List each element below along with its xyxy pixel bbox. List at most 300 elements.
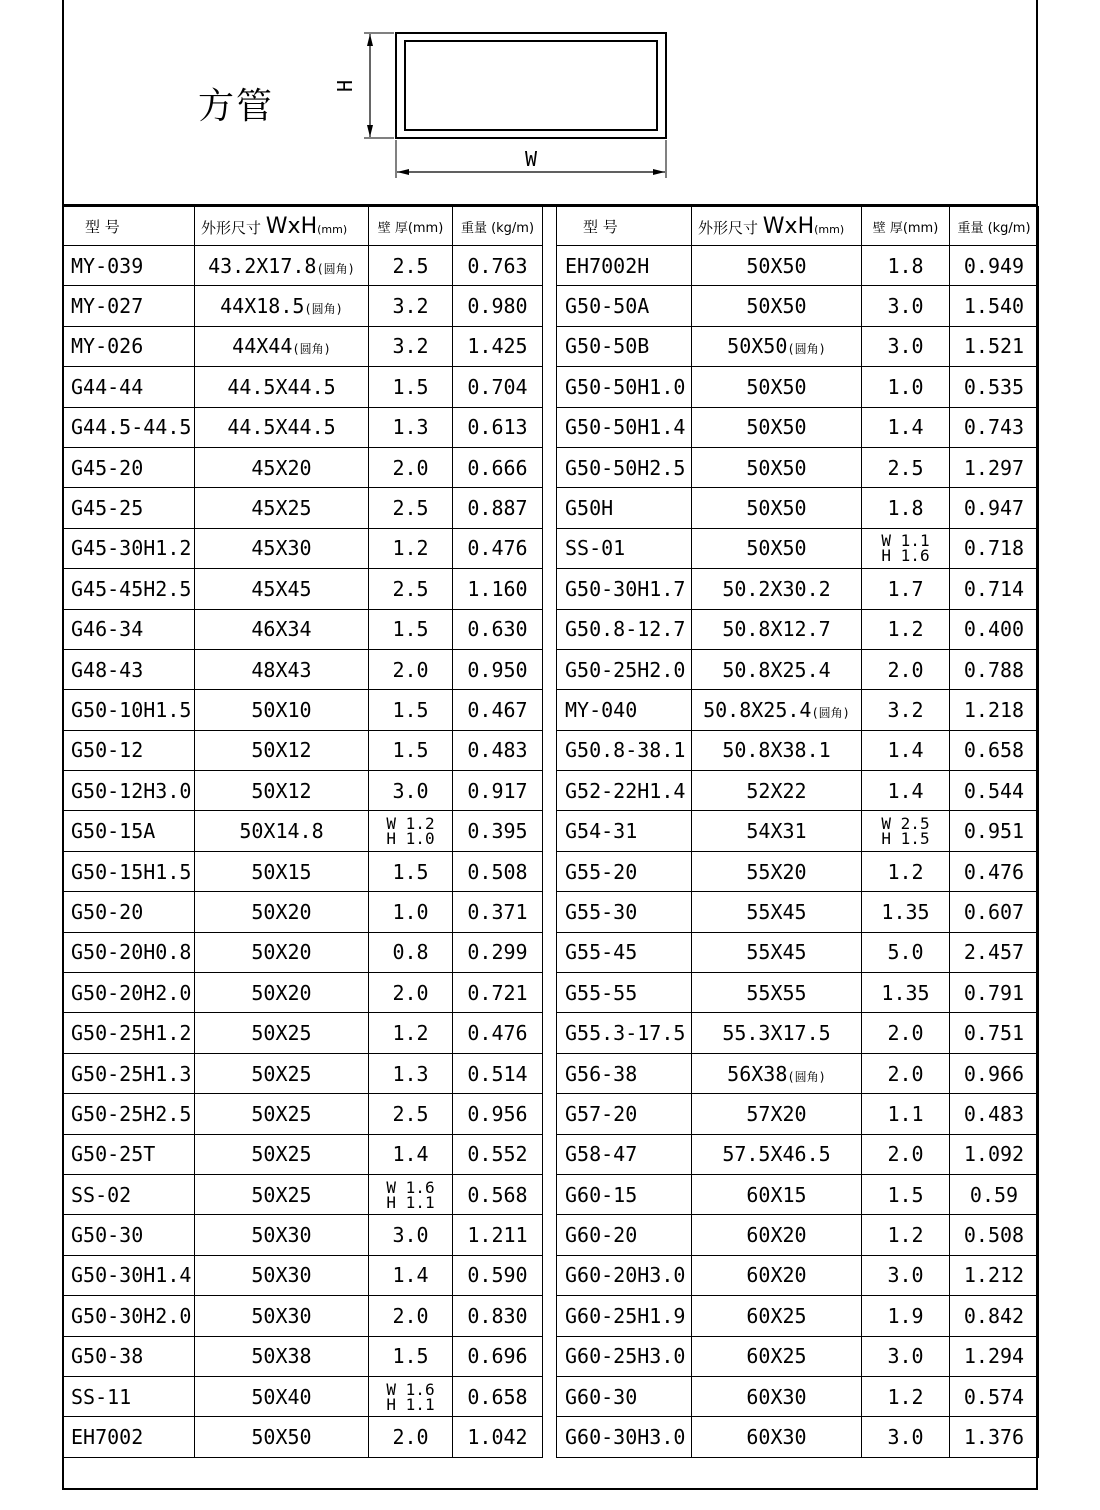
size-value: 60X15	[746, 1182, 807, 1207]
model-cell: SS-11	[63, 1376, 195, 1416]
model-cell: G50-30H2.0	[63, 1296, 195, 1336]
thickness-cell: 3.2	[369, 286, 453, 326]
table-row	[557, 569, 1039, 609]
table-row	[557, 730, 1039, 770]
table-row	[63, 1296, 543, 1336]
thickness-cell: 1.2	[862, 609, 950, 649]
size-cell	[195, 1094, 369, 1134]
size-value: 50X50	[746, 536, 807, 561]
thickness-cell: 2.0	[862, 1053, 950, 1093]
model-cell: G45-25	[63, 488, 195, 528]
size-cell	[692, 1215, 862, 1255]
size-cell	[692, 246, 862, 286]
table-row	[63, 892, 543, 932]
thickness-cell: 0.8	[369, 932, 453, 972]
thickness-cell: 1.5	[369, 851, 453, 891]
weight-cell: 0.951	[950, 811, 1039, 851]
header-model: 型 号	[557, 207, 692, 246]
round-corner-note: (圆角)	[787, 1069, 826, 1084]
model-cell: MY-040	[557, 690, 692, 730]
thickness-cell: 1.35	[862, 892, 950, 932]
size-cell	[692, 1174, 862, 1214]
wall-thickness-w: W 2.5	[881, 814, 930, 834]
model-cell: G50-50H1.0	[557, 367, 692, 407]
table-row	[63, 851, 543, 891]
weight-cell: 0.704	[453, 367, 543, 407]
model-cell: SS-01	[557, 528, 692, 568]
square-tube-diagram	[64, 0, 1040, 206]
size-cell	[195, 447, 369, 487]
thickness-cell: 2.0	[369, 447, 453, 487]
weight-cell: 0.607	[950, 892, 1039, 932]
wall-thickness-h: H 1.1	[386, 1394, 435, 1414]
thickness-cell: 2.5	[369, 1094, 453, 1134]
model-cell: G52-22H1.4	[557, 771, 692, 811]
size-cell	[692, 286, 862, 326]
thickness-cell: 3.0	[862, 286, 950, 326]
weight-cell: 0.751	[950, 1013, 1039, 1053]
size-value: 45X20	[251, 455, 312, 480]
weight-cell: 0.696	[453, 1336, 543, 1376]
model-cell: G60-15	[557, 1174, 692, 1214]
thickness-cell	[862, 811, 950, 851]
model-cell: G50.8-38.1	[557, 730, 692, 770]
size-value: 44X44	[232, 334, 293, 359]
size-value: 57X20	[746, 1101, 807, 1126]
round-corner-note: (圆角)	[787, 342, 826, 357]
thickness-cell: 2.5	[369, 246, 453, 286]
model-cell: G48-43	[63, 649, 195, 689]
weight-cell: 0.630	[453, 609, 543, 649]
thickness-cell: 1.5	[369, 1336, 453, 1376]
thickness-cell: 3.0	[862, 326, 950, 366]
size-cell	[692, 1013, 862, 1053]
size-value: 50X14.8	[239, 819, 324, 844]
weight-cell: 0.544	[950, 771, 1039, 811]
thickness-cell: 1.0	[369, 892, 453, 932]
header-size: 外形尺寸 WxH(mm)	[692, 207, 862, 246]
thickness-cell: 2.5	[862, 447, 950, 487]
table-gap	[542, 206, 556, 1490]
table-row	[557, 447, 1039, 487]
wall-thickness-h: H 1.6	[881, 546, 930, 566]
wall-thickness-pair	[881, 531, 930, 566]
size-cell	[195, 1296, 369, 1336]
size-value: 50X50	[746, 253, 807, 278]
size-value: 55.3X17.5	[722, 1021, 831, 1046]
size-value: 50X12	[251, 738, 312, 763]
table-row	[557, 286, 1039, 326]
weight-cell: 0.788	[950, 649, 1039, 689]
header-thickness: 壁 厚(mm)	[369, 207, 453, 246]
table-row	[63, 407, 543, 447]
size-cell	[195, 286, 369, 326]
weight-cell: 0.574	[950, 1376, 1039, 1416]
weight-cell: 0.476	[950, 851, 1039, 891]
size-value: 50.8X12.7	[722, 617, 831, 642]
size-cell	[195, 973, 369, 1013]
size-cell	[195, 932, 369, 972]
size-cell	[195, 246, 369, 286]
header-weight: 重量 (kg/m)	[453, 207, 543, 246]
size-value: 45X45	[251, 576, 312, 601]
weight-cell: 0.568	[453, 1174, 543, 1214]
w-label: W	[524, 147, 538, 171]
thickness-cell	[369, 811, 453, 851]
size-cell	[692, 771, 862, 811]
table-header-row	[557, 207, 1039, 246]
size-cell	[692, 528, 862, 568]
size-value: 50X20	[251, 940, 312, 965]
page-title: 方管	[198, 86, 275, 127]
model-cell: G50-10H1.5	[63, 690, 195, 730]
thickness-cell: 3.2	[369, 326, 453, 366]
weight-cell: 0.514	[453, 1053, 543, 1093]
size-cell	[195, 407, 369, 447]
wall-thickness-pair	[386, 1379, 435, 1414]
size-value: 50.2X30.2	[722, 576, 831, 601]
size-value: 46X34	[251, 617, 312, 642]
size-cell	[195, 1013, 369, 1053]
header-thickness: 壁 厚(mm)	[862, 207, 950, 246]
table-row	[63, 1215, 543, 1255]
table-row	[63, 1336, 543, 1376]
weight-cell: 0.763	[453, 246, 543, 286]
weight-cell: 0.467	[453, 690, 543, 730]
model-cell: G50-15H1.5	[63, 851, 195, 891]
size-cell	[692, 1376, 862, 1416]
size-cell	[692, 1336, 862, 1376]
weight-cell: 0.966	[950, 1053, 1039, 1093]
size-value: 52X22	[746, 778, 807, 803]
size-cell	[195, 1417, 369, 1457]
thickness-cell: 1.4	[862, 730, 950, 770]
table-row	[63, 730, 543, 770]
thickness-cell: 1.8	[862, 488, 950, 528]
thickness-cell: 1.8	[862, 246, 950, 286]
size-value: 50X20	[251, 980, 312, 1005]
weight-cell: 0.483	[453, 730, 543, 770]
thickness-cell: 1.3	[369, 407, 453, 447]
thickness-cell: 1.1	[862, 1094, 950, 1134]
thickness-cell: 1.7	[862, 569, 950, 609]
size-cell	[692, 811, 862, 851]
size-cell	[195, 1215, 369, 1255]
thickness-cell: 1.2	[862, 1376, 950, 1416]
table-row	[63, 1053, 543, 1093]
table-row	[557, 1174, 1039, 1214]
size-value: 50X10	[251, 697, 312, 722]
table-row	[557, 811, 1039, 851]
table-row	[557, 1053, 1039, 1093]
size-cell	[195, 851, 369, 891]
size-value: 44.5X44.5	[227, 374, 336, 399]
weight-cell: 0.400	[950, 609, 1039, 649]
model-cell: SS-02	[63, 1174, 195, 1214]
model-cell: G55-55	[557, 973, 692, 1013]
header-model: 型 号	[63, 207, 195, 246]
thickness-cell: 2.0	[862, 649, 950, 689]
wall-thickness-h: H 1.1	[386, 1192, 435, 1212]
model-cell: G50-30H1.4	[63, 1255, 195, 1295]
size-cell	[692, 973, 862, 1013]
size-value: 50X50	[251, 1425, 312, 1450]
weight-cell: 0.59	[950, 1174, 1039, 1214]
size-cell	[692, 892, 862, 932]
thickness-cell: 1.5	[369, 609, 453, 649]
weight-cell: 0.658	[950, 730, 1039, 770]
thickness-cell: 1.4	[862, 771, 950, 811]
model-cell: G60-25H3.0	[557, 1336, 692, 1376]
model-cell: G58-47	[557, 1134, 692, 1174]
model-cell: G60-25H1.9	[557, 1296, 692, 1336]
model-cell: G45-20	[63, 447, 195, 487]
size-value: 60X30	[746, 1384, 807, 1409]
size-value: 60X25	[746, 1303, 807, 1328]
thickness-cell: 1.4	[369, 1255, 453, 1295]
weight-cell: 0.830	[453, 1296, 543, 1336]
model-cell: G45-45H2.5	[63, 569, 195, 609]
weight-cell: 0.718	[950, 528, 1039, 568]
size-cell	[195, 609, 369, 649]
thickness-cell: 2.0	[369, 973, 453, 1013]
size-value: 50X15	[251, 859, 312, 884]
table-row	[557, 973, 1039, 1013]
size-value: 50X50	[746, 374, 807, 399]
table-row	[557, 1376, 1039, 1416]
table-row	[63, 771, 543, 811]
wall-thickness-h: H 1.0	[386, 829, 435, 849]
table-row	[557, 1255, 1039, 1295]
model-cell: G50-30	[63, 1215, 195, 1255]
model-cell: G60-30H3.0	[557, 1417, 692, 1457]
weight-cell: 0.613	[453, 407, 543, 447]
size-cell	[195, 892, 369, 932]
model-cell: G50-30H1.7	[557, 569, 692, 609]
model-cell: G50-25H1.3	[63, 1053, 195, 1093]
table-row	[63, 1417, 543, 1457]
header-weight: 重量 (kg/m)	[950, 207, 1039, 246]
weight-cell: 1.425	[453, 326, 543, 366]
size-cell	[692, 932, 862, 972]
thickness-cell: 1.0	[862, 367, 950, 407]
model-cell: G50-50A	[557, 286, 692, 326]
size-value: 50.8X38.1	[722, 738, 831, 763]
table-row	[557, 1417, 1039, 1457]
h-label: H	[333, 79, 357, 93]
model-cell: MY-027	[63, 286, 195, 326]
model-cell: G55-30	[557, 892, 692, 932]
table-row	[557, 1134, 1039, 1174]
weight-cell: 1.160	[453, 569, 543, 609]
weight-cell: 0.949	[950, 246, 1039, 286]
weight-cell: 1.540	[950, 286, 1039, 326]
thickness-cell: 1.5	[369, 367, 453, 407]
table-row	[63, 932, 543, 972]
thickness-cell: 1.4	[862, 407, 950, 447]
size-value: 50X12	[251, 778, 312, 803]
model-cell: G50-25T	[63, 1134, 195, 1174]
table-row	[63, 690, 543, 730]
weight-cell: 0.476	[453, 528, 543, 568]
table-row	[63, 1376, 543, 1416]
size-value: 50X50	[727, 334, 788, 359]
size-cell	[692, 367, 862, 407]
size-cell	[692, 609, 862, 649]
size-cell	[195, 569, 369, 609]
weight-cell: 0.714	[950, 569, 1039, 609]
size-cell	[195, 811, 369, 851]
thickness-cell: 2.5	[369, 569, 453, 609]
thickness-cell	[862, 528, 950, 568]
thickness-cell: 2.0	[862, 1013, 950, 1053]
thickness-cell: 1.35	[862, 973, 950, 1013]
size-cell	[195, 488, 369, 528]
model-cell: G50-20H2.0	[63, 973, 195, 1013]
table-row	[63, 1255, 543, 1295]
size-value: 48X43	[251, 657, 312, 682]
weight-cell: 0.743	[950, 407, 1039, 447]
thickness-cell: 1.2	[369, 1013, 453, 1053]
size-cell	[692, 690, 862, 730]
size-value: 60X30	[746, 1425, 807, 1450]
size-value: 56X38	[727, 1061, 788, 1086]
thickness-cell	[369, 1174, 453, 1214]
round-corner-note: (圆角)	[811, 705, 850, 720]
thickness-cell: 3.0	[862, 1336, 950, 1376]
weight-cell: 0.476	[453, 1013, 543, 1053]
size-cell	[692, 407, 862, 447]
model-cell: G50-20H0.8	[63, 932, 195, 972]
size-cell	[195, 367, 369, 407]
weight-cell: 0.483	[950, 1094, 1039, 1134]
size-value: 50X30	[251, 1263, 312, 1288]
weight-cell: 0.842	[950, 1296, 1039, 1336]
table-row	[557, 1013, 1039, 1053]
table-header-row	[63, 207, 543, 246]
model-cell: G50-50H1.4	[557, 407, 692, 447]
model-cell: EH7002	[63, 1417, 195, 1457]
model-cell: G55-45	[557, 932, 692, 972]
model-cell: G46-34	[63, 609, 195, 649]
table-row	[557, 326, 1039, 366]
table-row	[63, 286, 543, 326]
size-value: 44.5X44.5	[227, 415, 336, 440]
model-cell: G50-12H3.0	[63, 771, 195, 811]
table-row	[63, 488, 543, 528]
weight-cell: 0.299	[453, 932, 543, 972]
size-value: 55X20	[746, 859, 807, 884]
model-cell: G50-50B	[557, 326, 692, 366]
table-row	[63, 1134, 543, 1174]
size-value: 50X50	[746, 294, 807, 319]
table-row	[557, 1215, 1039, 1255]
thickness-cell: 1.5	[369, 690, 453, 730]
table-row	[557, 246, 1039, 286]
table-row	[557, 1336, 1039, 1376]
thickness-cell: 3.0	[862, 1417, 950, 1457]
size-value: 50X25	[251, 1142, 312, 1167]
size-value: 50X30	[251, 1303, 312, 1328]
table-row	[557, 690, 1039, 730]
table-row	[63, 367, 543, 407]
weight-cell: 1.042	[453, 1417, 543, 1457]
left-spec-table-body	[63, 207, 543, 1458]
thickness-cell: 3.0	[369, 771, 453, 811]
size-value: 50X30	[251, 1223, 312, 1248]
size-cell	[195, 771, 369, 811]
round-corner-note: (圆角)	[316, 261, 355, 276]
model-cell: G44-44	[63, 367, 195, 407]
size-value: 50X50	[746, 415, 807, 440]
weight-cell: 1.521	[950, 326, 1039, 366]
size-cell	[195, 649, 369, 689]
thickness-cell: 2.0	[369, 1296, 453, 1336]
size-cell	[692, 649, 862, 689]
thickness-cell: 1.2	[369, 528, 453, 568]
model-cell: G50.8-12.7	[557, 609, 692, 649]
size-value: 50X25	[251, 1061, 312, 1086]
size-cell	[692, 1094, 862, 1134]
size-cell	[692, 1134, 862, 1174]
table-row	[557, 488, 1039, 528]
thickness-cell: 5.0	[862, 932, 950, 972]
wall-thickness-w: W 1.6	[386, 1379, 435, 1399]
size-value: 50.8X25.4	[722, 657, 831, 682]
thickness-cell: 2.5	[369, 488, 453, 528]
table-row	[63, 447, 543, 487]
size-cell	[195, 1174, 369, 1214]
left-spec-table	[62, 206, 543, 1458]
size-cell	[692, 1417, 862, 1457]
thickness-cell	[369, 1376, 453, 1416]
weight-cell: 0.666	[453, 447, 543, 487]
thickness-cell: 1.2	[862, 1215, 950, 1255]
wall-thickness-h: H 1.5	[881, 829, 930, 849]
size-value: 50X25	[251, 1021, 312, 1046]
size-value: 50X50	[746, 455, 807, 480]
size-value: 50X40	[251, 1384, 312, 1409]
model-cell: G50-15A	[63, 811, 195, 851]
thickness-cell: 1.2	[862, 851, 950, 891]
table-row	[557, 1094, 1039, 1134]
table-row	[63, 811, 543, 851]
size-value: 50X50	[746, 496, 807, 521]
model-cell: G60-20	[557, 1215, 692, 1255]
table-row	[63, 1094, 543, 1134]
table-row	[63, 246, 543, 286]
thickness-cell: 3.0	[862, 1255, 950, 1295]
thickness-cell: 1.5	[369, 730, 453, 770]
header-size: 外形尺寸 WxH(mm)	[195, 207, 369, 246]
weight-cell: 0.917	[453, 771, 543, 811]
weight-cell: 1.376	[950, 1417, 1039, 1457]
table-row	[63, 649, 543, 689]
weight-cell: 0.980	[453, 286, 543, 326]
table-row	[63, 569, 543, 609]
table-row	[557, 528, 1039, 568]
size-value: 55X45	[746, 940, 807, 965]
weight-cell: 0.508	[950, 1215, 1039, 1255]
model-cell: G56-38	[557, 1053, 692, 1093]
weight-cell: 1.218	[950, 690, 1039, 730]
size-cell	[195, 1336, 369, 1376]
size-value: 55X55	[746, 980, 807, 1005]
size-value: 50X25	[251, 1182, 312, 1207]
weight-cell: 1.297	[950, 447, 1039, 487]
size-cell	[195, 326, 369, 366]
thickness-cell: 3.2	[862, 690, 950, 730]
